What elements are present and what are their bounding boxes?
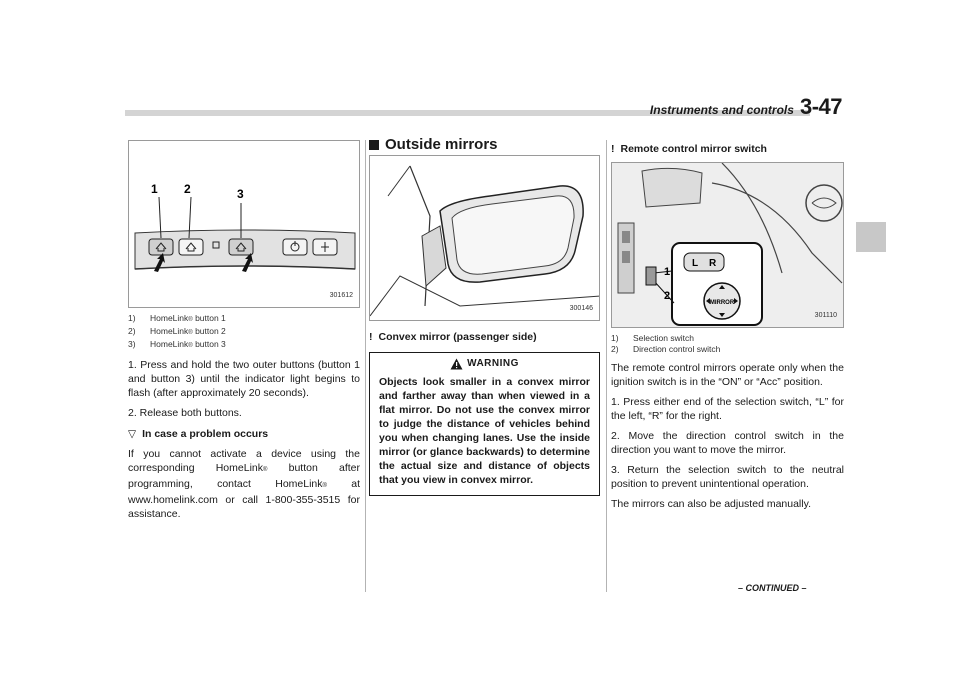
outro-paragraph: The mirrors can also be adjusted manually. [611, 498, 811, 510]
caption-item: 1) HomeLink® button 1 [128, 313, 226, 323]
caption-item: 1) Selection switch [611, 333, 694, 343]
caption-list [611, 333, 844, 355]
homelink-figure [128, 140, 360, 308]
caption-item: 2) Direction control switch [611, 344, 721, 354]
callout-2: 2 [184, 182, 191, 196]
bullet-icon: ! [611, 143, 615, 155]
continued-marker: – CONTINUED – [738, 583, 807, 593]
remote-switch-figure [611, 162, 844, 328]
square-bullet-icon [369, 140, 379, 150]
callout-1: 1 [664, 266, 671, 278]
caption-list [128, 313, 360, 352]
step-3: 3. Return the selection switch to the neutral position to prevent unintentional operation. [611, 464, 844, 490]
column-homelink [128, 140, 360, 521]
problem-paragraph: If you cannot activate a device using the corresponding HomeLink® button after programming, contact HomeLink® at www.homelink.com or call 1-800-355-3515 for assistance. [128, 448, 360, 520]
step-1: 1. Press either end of the selection switch, “L” for the left, “R” for the right. [611, 396, 844, 422]
warning-header: WARNING [379, 357, 590, 371]
subheading: ! Remote control mirror switch [611, 143, 767, 155]
subheading: ! Convex mirror (passenger side) [369, 331, 537, 343]
mirror-illustration [370, 156, 600, 321]
page-number: 3-47 [799, 94, 842, 119]
remote-switch-illustration [612, 163, 844, 328]
homelink-panel-illustration [129, 141, 360, 308]
caption-item: 2) HomeLink® button 2 [128, 326, 226, 336]
chapter-tab [856, 222, 886, 252]
figure-number: 301612 [329, 292, 353, 299]
mirror-pad-label: MIRROR [709, 300, 735, 306]
intro-paragraph: The remote control mirrors operate only when the ignition switch is in the “ON” or “Acc” position. [611, 362, 844, 388]
caption-item: 3) HomeLink® button 3 [128, 339, 226, 349]
bullet-icon: ! [369, 331, 373, 343]
triangle-icon: ▽ [128, 428, 137, 440]
step-2: 2. Release both buttons. [128, 407, 242, 419]
mirror-figure [369, 155, 600, 321]
step-2: 2. Move the direction control switch in the direction you want to move the mirror. [611, 430, 844, 456]
warning-icon [450, 358, 463, 370]
figure-number: 301110 [814, 312, 837, 319]
warning-box [369, 352, 600, 496]
column-remote-mirror [611, 140, 844, 511]
subheading: ▽ In case a problem occurs [128, 428, 269, 440]
section-title: Outside mirrors [369, 138, 600, 152]
callout-3: 3 [237, 187, 244, 201]
step-1: 1. Press and hold the two outer buttons (button 1 and button 3) until the indicator light begins to flash (after approximately 20 seconds). [128, 359, 360, 399]
switch-label-left: L [692, 258, 699, 269]
column-outside-mirrors [369, 136, 600, 496]
section-name: Instruments and controls [649, 103, 794, 117]
callout-1: 1 [151, 182, 158, 196]
page-header [650, 94, 842, 120]
figure-number: 300146 [569, 305, 593, 312]
column-divider [365, 140, 366, 592]
column-divider [606, 140, 607, 592]
warning-text: Objects look smaller in a convex mirror and farther away than when viewed in a flat mirror. Do not use the convex mirror to judge the distance of vehicles behind you when changing lanes. Use the inside mirror (or glance backwards) to determine the actual size and distance of objects that you view in convex mirror. [379, 376, 590, 486]
callout-2: 2 [664, 290, 671, 302]
switch-label-right: R [709, 258, 717, 269]
